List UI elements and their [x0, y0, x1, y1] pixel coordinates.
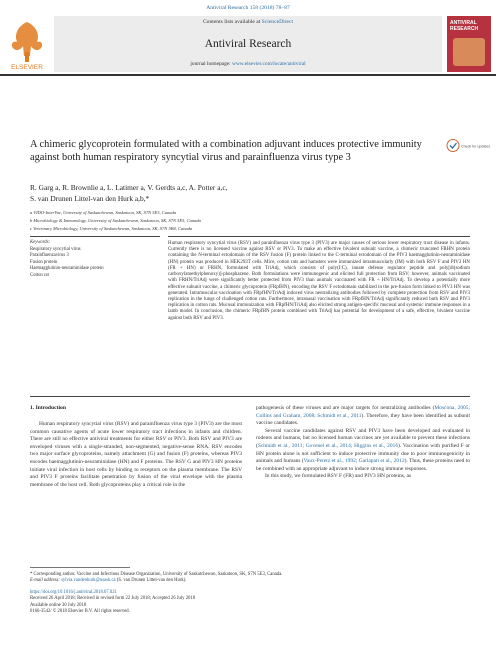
crossmark-badge[interactable] — [446, 138, 491, 153]
abstract-bottom-rule — [30, 396, 470, 397]
header-divider — [0, 74, 496, 76]
citation-link[interactable]: Schmidt et al., 2011; Govenel et al., 2014; Higgins et al., 2016 — [257, 442, 399, 449]
article-history — [30, 590, 470, 616]
contents-prefix: Contents lists available at — [202, 19, 262, 25]
body-paragraph: Several vaccine candidates against RSV and PIV3 have been developed and evaluated in rodents and humans, but no licensed human vaccines are yet available to prevent these infections (Schmidt et al., 2011; Govenel et al., 2014; Higgins et al., 2016). Vaccination with purified F or HN protein alone is not sufficient to induce protective immunity due to poor immunogenicity in animals and humans (Vaux-Peretz et al., 1992; Garlapati et al., 2012). Thus, these proteins need to be combined with an appropriate adjuvant to induce strong immune responses. — [256, 427, 470, 472]
body-paragraph: In this study, we formulated RSV F (FR) and PIV3 HN proteins, as — [265, 473, 412, 480]
keyword-item: Fusion protein — [30, 259, 58, 265]
crossmark-label: Check for updates — [461, 144, 491, 149]
section-heading-introduction: 1. Introduction — [30, 405, 66, 411]
keyword-item: Parainfluenzavirus 3 — [30, 253, 69, 258]
keyword-item: Haemagglutinin-neuraminidase protein — [30, 266, 104, 271]
keywords-block — [30, 240, 160, 279]
received-dates: Received 26 April 2018; Received in revised form 22 July 2018; Accepted 26 July 2018 — [30, 596, 196, 602]
doi-link[interactable]: https://doi.org/10.1016/j.antiviral.2018.07.021 — [30, 590, 117, 595]
journal-homepage-link[interactable]: www.elsevier.com/locate/antiviral — [232, 61, 306, 67]
journal-title: Antiviral Research — [204, 38, 292, 50]
journal-cover-thumbnail[interactable] — [447, 16, 491, 72]
keyword-item: Cotton rat — [30, 272, 49, 278]
email-link[interactable]: sylvia.vandenhurk@usask.ca — [61, 578, 116, 584]
author-list — [30, 183, 450, 204]
abstract-rule — [168, 236, 470, 237]
copyright: 0166-3542/ © 2018 Elsevier B.V. All rights reserved. — [30, 609, 130, 615]
authors-line-2[interactable]: S. van Drunen Littel-van den Hurk a,b,* — [30, 193, 150, 203]
article-info-rule — [30, 236, 160, 237]
keyword-item: Respiratory syncytial virus — [30, 246, 81, 252]
article-title: A chimeric glycoprotein formulated with a combination adjuvant induces protective immunity against both human respiratory syncytial virus and parainfluenza virus type 3 — [30, 139, 422, 163]
journal-reference[interactable]: Antiviral Research 158 (2018) 78–87 — [206, 5, 290, 11]
contents-line — [54, 19, 442, 25]
sciencedirect-link[interactable]: ScienceDirect — [261, 19, 294, 25]
body-column-left: Human respiratory syncytial virus (RSV) and parainfluenza virus type 3 (PIV3) are the most common causative agents of acute lower respiratory tract infections in infants and children. There are still no effective antiviral treatments for either RSV or PIV3. Both RSV and PIV3 are enveloped viruses with a single-stranded, non-segmented, negative-sense RNA. RSV encodes two major surface glycoproteins, namely attachment (G) and fusion (F) proteins, whereas PIV3 encodes haemagglutinin-neuraminidase (HN) and F proteins. The RSV G and PIV3 HN proteins initiate viral infection in host cells by binding to receptors on the plasma membrane. The RSV and PIV3 F proteins facilitate penetration by fusion of the viral envelope with the plasma membrane of the host cell. Both glycoproteins play a critical role in the — [30, 421, 242, 488]
corresponding-author-text: * Corresponding author. Vaccine and Infectious Disease Organization, University of Saskatchewan, Saskatoon, SK, S7N 5E3, Canada. — [30, 572, 283, 577]
body-paragraph: pathogenesis of these viruses and are major targets for neutralizing antibodies (Moscona, 2005; Collins and Graham, 2008; Schmidt et al., 2011). Therefore, they have been identified as subunit vaccine candidates. — [256, 405, 470, 427]
corresponding-author-note — [30, 572, 470, 585]
online-date: Available online 30 July 2018 — [30, 602, 87, 608]
keywords-heading: Keywords: — [30, 240, 51, 245]
affiliation-c: c Veterinary Microbiology, University of Saskatchewan, Saskatoon, SK, S7N 5B4, Canada — [30, 226, 193, 232]
citation-link[interactable]: Moscona, 2005; Collins and Graham, 2008; Schmidt et al., 2011 — [256, 405, 470, 419]
footnote-rule — [30, 567, 130, 568]
email-line: E-mail address: sylvia.vandenhurk@usask.ca (S. van Drunen Littel-van den Hurk). — [30, 578, 187, 584]
cover-image — [453, 38, 485, 66]
body-column-right — [256, 405, 470, 481]
homepage-prefix: journal homepage: — [190, 61, 233, 67]
elsevier-logo — [0, 16, 54, 72]
cover-title: ANTIVIRAL RESEARCH — [450, 20, 479, 32]
affiliations — [30, 209, 470, 234]
affiliation-a: a VIDO-InterVac, University of Saskatchewan, Saskatoon, SK, S7N 5E3, Canada — [30, 210, 176, 215]
abstract-text: Human respiratory syncytial virus (RSV) and parainfluenza virus type 3 (PIV3) are major causes of serious lower respiratory tract disease in infants. Currently there is no licensed vaccine against RSV or PIV3. To make an effective bivalent subunit vaccine, a chimeric truncated FRHN protein containing the N-terminal ectodomain of the RSV fusion (F) protein linked to the C-terminal ectodomain of the PIV3 haemagglutinin-neuraminidase (HN) protein was produced in HEK293T cells. Mice, cotton rats and hamsters were immunized intramuscularly (IM) with both RSV F and PIV3 HN (FR + HN) or FRHN, formulated with TriAdj, which consists of poly(I:C), innate defense regulator peptide and poly[di(sodium carboxylatoethylphenoxy)]-phosphazene. Both formulations were immunogenic and elicited full protection from RSV; however, animals vaccinated with FRHN/TriAdj were significantly better protected from PIV3 than animals vaccinated with FR + HN/TriAdj. To develop a potentially more effective subunit vaccine, a chimeric glycoprotein (FRpfHN), encoding the RSV F ectodomain stabilized in the pre-fusion form linked to PIV3 HN was generated. Intramuscular vaccination with FRpfHN/TriAdj induced virus neutralizing antibodies followed by complete protection from RSV and PIV3 replication in the lungs of challenged cotton rats. Furthermore, intranasal vaccination with FRpfHN/TriAdj significantly reduced both RSV and PIV3 replication in cotton rats. Mucosal immunization with FRpfHN/TriAdj also elicited strong antigen-specific mucosal and systemic immune responses in a lamb model. In conclusion, the chimeric FRpfHN protein combined with TriAdj has potential for development of a safe, effective, bivalent vaccine against both RSV and PIV3. — [168, 241, 470, 321]
authors-line-1[interactable]: R. Garg a, R. Brownlie a, L. Latimer a, V. Gerdts a,c, A. Potter a,c, — [30, 183, 228, 192]
homepage-line — [54, 61, 442, 67]
citation-link[interactable]: Vaux-Peretz et al., 1992; Garlapati et al., 2012 — [303, 458, 405, 465]
affiliation-b: b Microbiology & Immunology, University of Saskatchewan, Saskatoon, SK, S7N 5E5, Canada — [30, 218, 201, 224]
elsevier-logo-text: ELSEVIER — [11, 64, 43, 71]
